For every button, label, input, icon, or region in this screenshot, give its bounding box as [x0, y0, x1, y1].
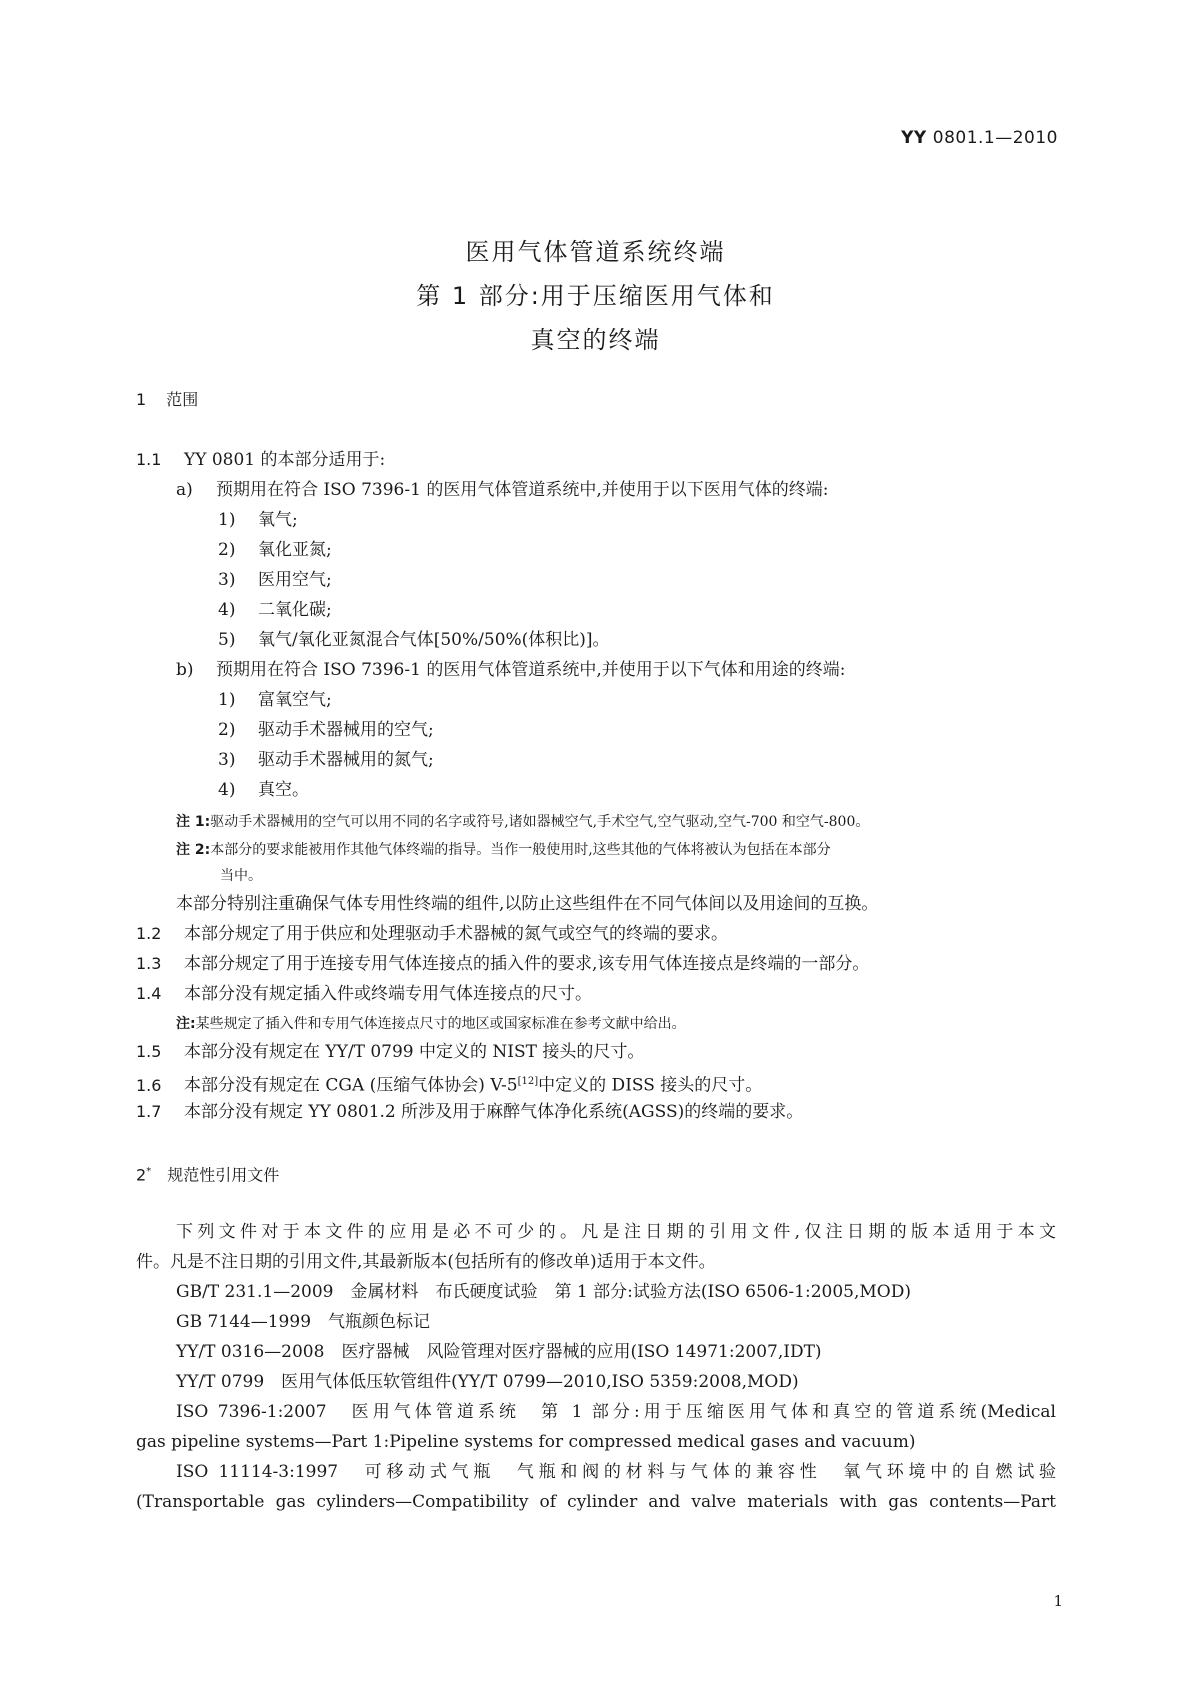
intro-line-2: 件。凡是不注日期的引用文件,其最新版本(包括所有的修改单)适用于本文件。	[136, 1252, 716, 1272]
note-text: 驱动手术器械用的空气可以用不同的名字或符号,诸如器械空气,手术空气,空气驱动,空气-700 和空气-800。	[210, 814, 870, 830]
list-item	[218, 778, 309, 802]
item-text: 医用空气;	[258, 570, 332, 590]
section-number: 1	[136, 390, 147, 409]
title-line-1: 医用气体管道系统终端	[465, 238, 726, 266]
note-2	[176, 838, 831, 862]
note-label: 注 1:	[176, 814, 211, 830]
clause-number: 1.1	[136, 450, 162, 469]
title-line-3: 真空的终端	[530, 326, 661, 354]
item-text: 氧气/氧化亚氮混合气体[50%/50%(体积比)]。	[258, 630, 610, 650]
item-text: 氧化亚氮;	[258, 540, 332, 560]
reference-item: GB/T 231.1—2009 金属材料 布氏硬度试验 第 1 部分:试验方法(ISO 6506-1:2005,MOD)	[176, 1282, 911, 1302]
item-label: 1)	[218, 510, 236, 530]
item-label: 4)	[218, 600, 236, 620]
list-item	[218, 688, 332, 712]
item-label: 2)	[218, 540, 236, 560]
clause-1-4	[136, 982, 592, 1006]
page-number: 1	[1053, 1592, 1063, 1610]
item-text: 真空。	[258, 780, 309, 800]
clause-1-1	[136, 448, 385, 472]
list-item-b	[176, 658, 845, 682]
clause-1-7	[136, 1100, 803, 1124]
note-2-continuation: 当中。	[220, 868, 262, 884]
note-text: 本部分的要求能被用作其他气体终端的指导。当作一般使用时,这些其他的气体将被认为包括在本部分	[210, 842, 831, 858]
clause-1-3	[136, 952, 869, 976]
section-2-heading	[136, 1160, 279, 1187]
reference-item-continuation: (Transportable gas cylinders—Compatibility of cylinder and valve materials with gas contents—Part	[136, 1492, 1056, 1512]
list-item	[218, 538, 332, 562]
standard-number: 0801.1—2010	[932, 128, 1058, 148]
item-label: 3)	[218, 570, 236, 590]
note-1	[176, 810, 869, 834]
list-item	[218, 628, 610, 652]
list-item	[218, 598, 332, 622]
item-text: 预期用在符合 ISO 7396-1 的医用气体管道系统中,并使用于以下医用气体的终端:	[216, 480, 829, 500]
item-label: 4)	[218, 780, 236, 800]
clause-number: 1.5	[136, 1042, 162, 1061]
list-item	[218, 568, 332, 592]
standard-code: YY	[901, 128, 927, 148]
reference-item: YY/T 0799 医用气体低压软管组件(YY/T 0799—2010,ISO 5359:2008,MOD)	[176, 1372, 799, 1392]
item-label: b)	[176, 660, 194, 680]
item-text: 富氧空气;	[258, 690, 332, 710]
clause-text: YY 0801 的本部分适用于:	[184, 450, 386, 470]
note-label: 注:	[176, 1016, 196, 1032]
item-label: a)	[176, 480, 193, 500]
item-label: 2)	[218, 720, 236, 740]
list-item	[218, 748, 434, 772]
reference-item: ISO 11114-3:1997 可移动式气瓶 气瓶和阀的材料与气体的兼容性 氧气环境中的自燃试验	[176, 1462, 1056, 1482]
list-item	[218, 508, 298, 532]
clause-number: 1.7	[136, 1102, 162, 1121]
clause-number: 1.2	[136, 924, 162, 943]
clause-text: 中定义的 DISS 接头的尺寸。	[538, 1075, 763, 1096]
section-title: 规范性引用文件	[167, 1165, 280, 1185]
section-title: 范围	[166, 390, 199, 409]
note-3	[176, 1012, 686, 1036]
list-item-a	[176, 478, 828, 502]
note-text: 某些规定了插入件和专用气体连接点尺寸的地区或国家标准在参考文献中给出。	[195, 1016, 686, 1032]
reference-item-continuation: gas pipeline systems—Part 1:Pipeline systems for compressed medical gases and vacuum)	[136, 1432, 916, 1452]
reference-item: YY/T 0316—2008 医疗器械 风险管理对医疗器械的应用(ISO 14971:2007,IDT)	[176, 1342, 822, 1362]
reference-item: ISO 7396-1:2007 医用气体管道系统 第 1 部分:用于压缩医用气体和真空的管道系统(Medical	[176, 1402, 1056, 1422]
clause-text: 本部分没有规定在 CGA (压缩气体协会) V-5	[184, 1075, 518, 1096]
item-label: 1)	[218, 690, 236, 710]
clause-1-5	[136, 1040, 644, 1064]
item-label: 3)	[218, 750, 236, 770]
clause-number: 1.4	[136, 984, 162, 1003]
item-text: 二氧化碳;	[258, 600, 332, 620]
clause-text: 本部分没有规定 YY 0801.2 所涉及用于麻醉气体净化系统(AGSS)的终端的要求。	[184, 1102, 804, 1122]
section-number: 2	[136, 1165, 147, 1185]
clause-1-6	[136, 1070, 762, 1098]
clause-text: 本部分规定了用于连接专用气体连接点的插入件的要求,该专用气体连接点是终端的一部分。	[184, 954, 870, 974]
reference-item: GB 7144—1999 气瓶颜色标记	[176, 1312, 431, 1332]
clause-number: 1.3	[136, 954, 162, 973]
clause-text: 本部分规定了用于供应和处理驱动手术器械的氮气或空气的终端的要求。	[184, 924, 728, 944]
clause-text: 本部分没有规定在 YY/T 0799 中定义的 NIST 接头的尺寸。	[184, 1042, 645, 1062]
clause-1-2	[136, 922, 728, 946]
item-label: 5)	[218, 630, 236, 650]
item-text: 驱动手术器械用的氮气;	[258, 750, 434, 770]
list-item	[218, 718, 434, 742]
section-mark: *	[146, 1166, 152, 1177]
item-text: 驱动手术器械用的空气;	[258, 720, 434, 740]
intro-line-1: 下列文件对于本文件的应用是必不可少的。凡是注日期的引用文件,仅注日期的版本适用于本文	[176, 1222, 1056, 1242]
clause-text: 本部分没有规定插入件或终端专用气体连接点的尺寸。	[184, 984, 592, 1004]
scope-paragraph: 本部分特别注重确保气体专用性终端的组件,以防止这些组件在不同气体间以及用途间的互换。	[176, 894, 879, 914]
title-line-2: 第 1 部分:用于压缩医用气体和	[416, 282, 775, 310]
clause-number: 1.6	[136, 1075, 162, 1095]
item-text: 预期用在符合 ISO 7396-1 的医用气体管道系统中,并使用于以下气体和用途的终端:	[216, 660, 846, 680]
note-label: 注 2:	[176, 842, 211, 858]
section-1-heading	[136, 388, 198, 412]
citation-superscript: [12]	[517, 1076, 539, 1087]
standard-identifier	[901, 128, 1058, 148]
item-text: 氧气;	[258, 510, 298, 530]
